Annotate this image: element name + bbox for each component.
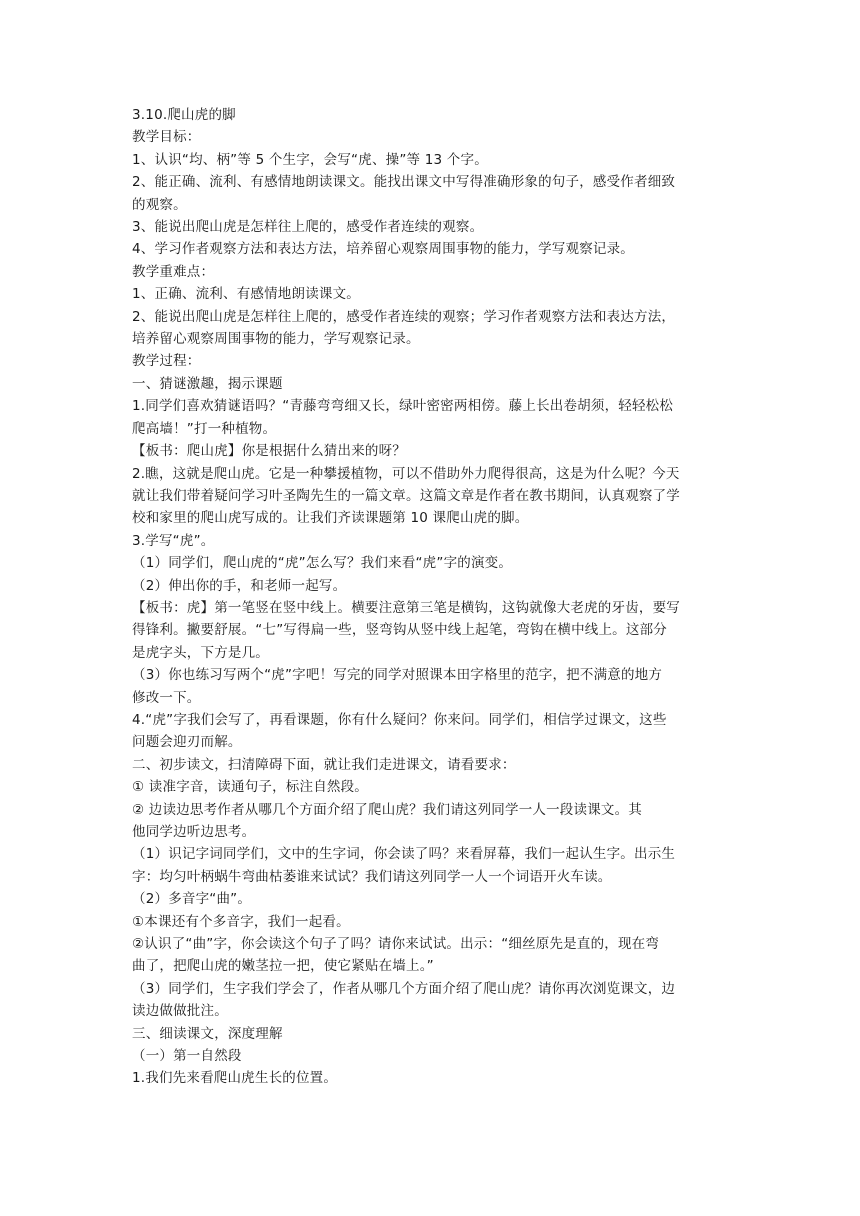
paragraph-line: 得锋利。撇要舒展。“七”写得扁一些，竖弯钩从竖中线上起笔，弯钩在横中线上。这部分 [132, 622, 667, 639]
paragraph-line: 校和家里的爬山虎写成的。让我们齐读课题第 10 课爬山虎的脚。 [132, 510, 529, 527]
paragraph-line: 修改一下。 [132, 689, 201, 706]
key-point-2: 2、能说出爬山虎是怎样往上爬的，感受作者连续的观察；学习作者观察方法和表达方法， [132, 308, 676, 325]
paragraph-line: 4.“虎”字我们会写了，再看课题，你有什么疑问？你来问。同学们，相信学过课文，这些 [132, 711, 667, 728]
part-3-heading: 三、细读课文，深度理解 [132, 1025, 283, 1042]
paragraph-line: （1）同学们，爬山虎的“虎”怎么写？我们来看“虎”字的演变。 [132, 555, 513, 572]
objective-2-cont: 的观察。 [132, 196, 187, 213]
objective-4: 4、学习作者观察方法和表达方法，培养留心观察周围事物的能力，学写观察记录。 [132, 241, 634, 258]
paragraph-line: 爬高墙！”打一种植物。 [132, 420, 277, 437]
part-2-heading: 二、初步读文，扫清障碍下面，就让我们走进课文，请看要求： [132, 756, 516, 773]
paragraph-line: （3）同学们，生字我们学会了，作者从哪几个方面介绍了爬山虎？请你再次浏览课文，边 [132, 980, 676, 997]
paragraph-line: 1.同学们喜欢猜谜语吗？“青藤弯弯细又长，绿叶密密两相傍。藤上长出卷胡须，轻轻松松 [132, 398, 674, 415]
key-point-2-cont: 培养留心观察周围事物的能力，学写观察记录。 [132, 331, 420, 348]
section-heading-process: 教学过程： [132, 353, 201, 370]
paragraph-line: 3.学写“虎”。 [132, 532, 215, 549]
paragraph-line: （2）多音字“曲”。 [132, 891, 252, 908]
paragraph-line: 就让我们带着疑问学习叶圣陶先生的一篇文章。这篇文章是作者在教书期间，认真观察了学 [132, 487, 680, 504]
section-heading-key-points: 教学重难点： [132, 263, 215, 280]
paragraph-line: 1.我们先来看爬山虎生长的位置。 [132, 1070, 338, 1087]
paragraph-line: 字：均匀叶柄蜗牛弯曲枯萎谁来试试？我们请这列同学一人一个词语开火车读。 [132, 868, 612, 885]
paragraph-line: 2.瞧，这就是爬山虎。它是一种攀援植物，可以不借助外力爬得很高，这是为什么呢？今天 [132, 465, 680, 482]
paragraph-line: ②认识了“曲”字，你会读这个句子了吗？请你来试试。出示：“细丝原先是直的，现在弯 [132, 936, 660, 953]
paragraph-line: ① 读准字音，读通句子，标注自然段。 [132, 779, 368, 796]
paragraph-line: （1）识记字词同学们，文中的生字词，你会读了吗？来看屏幕，我们一起认生字。出示生 [132, 846, 676, 863]
paragraph-line: 他同学边听边思考。 [132, 824, 256, 840]
paragraph-line: （2）伸出你的手，和老师一起写。 [132, 577, 347, 594]
lesson-title: 3.10.爬山虎的脚 [132, 107, 236, 123]
paragraph-line: ①本课还有个多音字，我们一起看。 [132, 913, 350, 930]
lesson-plan-text [132, 104, 732, 1090]
paragraph-line: 是虎字头，下方是几。 [132, 644, 269, 661]
paragraph-line: 【板书：爬山虎】你是根据什么猜出来的呀？ [132, 443, 406, 460]
paragraph-line: （3）你也练习写两个“虎”字吧！写完的同学对照课本田字格里的范字，把不满意的地方 [132, 667, 663, 684]
section-heading-objectives: 教学目标： [132, 129, 201, 146]
paragraph-line: 曲了，把爬山虎的嫩茎拉一把，使它紧贴在墙上。” [132, 958, 434, 975]
paragraph-line: ② 边读边思考作者从哪几个方面介绍了爬山虎？我们请这列同学一人一段读课文。其 [132, 801, 642, 818]
paragraph-line: 问题会迎刃而解。 [132, 734, 242, 751]
key-point-1: 1、正确、流利、有感情地朗读课文。 [132, 286, 360, 303]
part-1-heading: 一、猜谜激趣，揭示课题 [132, 375, 283, 392]
paragraph-line: 【板书：虎】第一笔竖在竖中线上。横要注意第三笔是横钩，这钩就像大老虎的牙齿，要写 [132, 599, 680, 616]
paragraph-line: 读边做做批注。 [132, 1003, 228, 1020]
objective-3: 3、能说出爬山虎是怎样往上爬的，感受作者连续的观察。 [132, 219, 484, 236]
objective-2: 2、能正确、流利、有感情地朗读课文。能找出课文中写得准确形象的句子，感受作者细致 [132, 174, 676, 191]
subsection-heading: （一）第一自然段 [132, 1048, 242, 1065]
objective-1: 1、认识“均、柄”等 5 个生字，会写“虎、操”等 13 个字。 [132, 151, 488, 168]
